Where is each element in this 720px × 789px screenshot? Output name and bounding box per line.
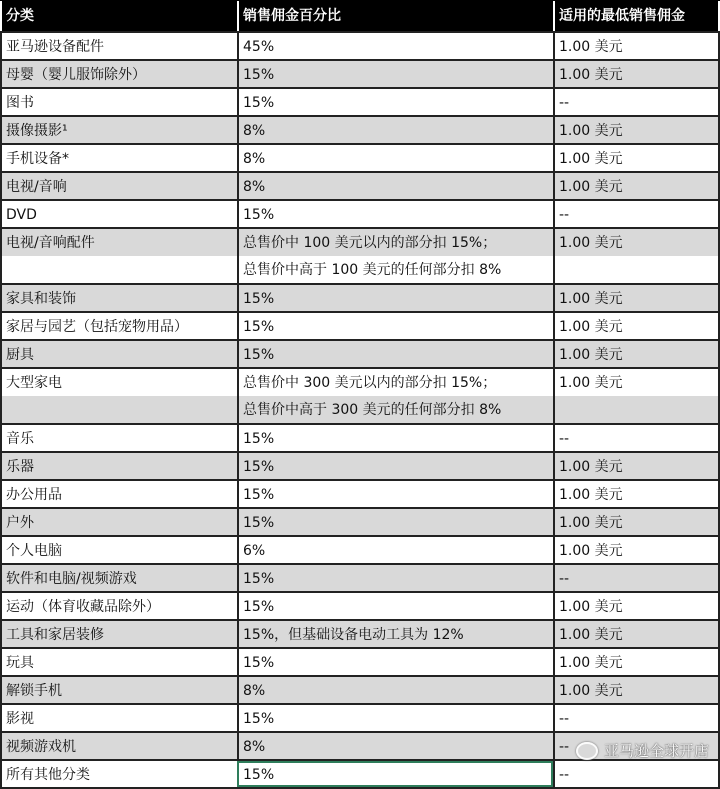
- table-row: [0, 117, 720, 145]
- rate-cell[interactable]: [237, 201, 553, 227]
- category-cell[interactable]: 手机设备*: [0, 145, 237, 171]
- category-cell[interactable]: 个人电脑: [0, 537, 237, 563]
- wechat-icon: [576, 742, 598, 760]
- rate-line: 15%: [243, 67, 275, 83]
- min-fee-cell[interactable]: 1.00 美元: [553, 33, 720, 59]
- min-fee-cell[interactable]: 1.00 美元: [553, 145, 720, 171]
- min-fee-cell[interactable]: --: [553, 201, 720, 227]
- rate-line: 15%: [243, 431, 275, 447]
- category-cell[interactable]: 摄像摄影¹: [0, 117, 237, 143]
- header-min-fee: 适用的最低销售佣金: [553, 1, 720, 31]
- min-fee-cell[interactable]: 1.00 美元: [553, 593, 720, 619]
- rate-line: 15%: [243, 291, 275, 307]
- table-body: [0, 33, 720, 789]
- rate-cell[interactable]: [237, 285, 553, 311]
- category-cell[interactable]: 办公用品: [0, 481, 237, 507]
- category-cell[interactable]: 电视/音响配件: [0, 229, 237, 283]
- rate-line: 15%: [243, 655, 275, 671]
- min-fee-cell[interactable]: 1.00 美元: [553, 677, 720, 703]
- table-row: [0, 509, 720, 537]
- category-cell[interactable]: 软件和电脑/视频游戏: [0, 565, 237, 591]
- table-row: [0, 649, 720, 677]
- min-fee-cell[interactable]: 1.00 美元: [553, 229, 720, 283]
- header-category: 分类: [0, 1, 237, 31]
- min-fee-cell[interactable]: 1.00 美元: [553, 453, 720, 479]
- category-cell[interactable]: 母婴（婴儿服饰除外）: [0, 61, 237, 87]
- table-row: [0, 341, 720, 369]
- table-row: [0, 453, 720, 481]
- min-fee-cell[interactable]: 1.00 美元: [553, 481, 720, 507]
- rate-cell[interactable]: [237, 173, 553, 199]
- rate-cell[interactable]: [237, 453, 553, 479]
- rate-line: 15%: [243, 207, 275, 223]
- rate-line: 15%: [243, 571, 275, 587]
- rate-cell[interactable]: [237, 61, 553, 87]
- rate-cell[interactable]: [237, 481, 553, 507]
- rate-line: 8%: [243, 123, 266, 139]
- rate-line: 15%: [243, 487, 275, 503]
- rate-line: 15%，但基础设备电动工具为 12%: [243, 627, 464, 643]
- category-cell[interactable]: 家具和装饰: [0, 285, 237, 311]
- rate-line: 15%: [243, 459, 275, 475]
- rate-cell[interactable]: [237, 733, 553, 759]
- table-row: [0, 285, 720, 313]
- table-row: [0, 593, 720, 621]
- category-cell[interactable]: 运动（体育收藏品除外）: [0, 593, 237, 619]
- min-fee-cell[interactable]: 1.00 美元: [553, 509, 720, 535]
- table-row: [0, 145, 720, 173]
- rate-cell[interactable]: [237, 565, 553, 591]
- min-fee-cell[interactable]: --: [553, 761, 720, 787]
- category-cell[interactable]: 大型家电: [0, 369, 237, 423]
- table-row: [0, 705, 720, 733]
- watermark: [576, 740, 709, 761]
- table-row: [0, 173, 720, 201]
- rate-line: 总售价中高于 100 美元的任何部分扣 8%: [243, 262, 502, 278]
- category-cell[interactable]: 家居与园艺（包括宠物用品）: [0, 313, 237, 339]
- table-row: [0, 61, 720, 89]
- min-fee-cell[interactable]: --: [553, 565, 720, 591]
- table-row: [0, 565, 720, 593]
- min-fee-cell[interactable]: 1.00 美元: [553, 369, 720, 423]
- table-row: [0, 369, 720, 425]
- category-cell[interactable]: 所有其他分类: [0, 761, 237, 787]
- rate-cell[interactable]: [237, 761, 553, 787]
- category-cell[interactable]: 厨具: [0, 341, 237, 367]
- table-row: [0, 229, 720, 285]
- rate-cell[interactable]: [237, 537, 553, 563]
- category-cell[interactable]: 工具和家居装修: [0, 621, 237, 647]
- rate-cell[interactable]: [237, 677, 553, 703]
- table-row: [0, 89, 720, 117]
- rate-cell[interactable]: [237, 369, 553, 423]
- min-fee-cell[interactable]: 1.00 美元: [553, 649, 720, 675]
- min-fee-cell[interactable]: 1.00 美元: [553, 341, 720, 367]
- rate-line: 15%: [243, 767, 275, 783]
- min-fee-cell[interactable]: 1.00 美元: [553, 173, 720, 199]
- table-row: [0, 537, 720, 565]
- category-cell[interactable]: 图书: [0, 89, 237, 115]
- rate-cell[interactable]: [237, 341, 553, 367]
- rate-cell[interactable]: [237, 33, 553, 59]
- rate-line: 45%: [243, 39, 275, 55]
- rate-cell[interactable]: [237, 425, 553, 451]
- rate-cell[interactable]: [237, 649, 553, 675]
- rate-cell[interactable]: [237, 705, 553, 731]
- rate-line: 6%: [243, 543, 266, 559]
- rate-line: 15%: [243, 515, 275, 531]
- rate-line: 8%: [243, 739, 266, 755]
- category-cell[interactable]: 亚马逊设备配件: [0, 33, 237, 59]
- rate-line: 15%: [243, 599, 275, 615]
- table-row: [0, 621, 720, 649]
- category-cell[interactable]: 玩具: [0, 649, 237, 675]
- category-cell[interactable]: DVD: [0, 201, 237, 227]
- min-fee-cell[interactable]: --: [553, 705, 720, 731]
- category-cell[interactable]: 音乐: [0, 425, 237, 451]
- min-fee-cell[interactable]: --: [553, 89, 720, 115]
- header-rate: 销售佣金百分比: [237, 1, 553, 31]
- category-cell[interactable]: 解锁手机: [0, 677, 237, 703]
- table-header: [0, 1, 720, 33]
- rate-line: 15%: [243, 347, 275, 363]
- table-row: [0, 761, 720, 789]
- min-fee-cell[interactable]: 1.00 美元: [553, 621, 720, 647]
- rate-cell[interactable]: [237, 145, 553, 171]
- rate-cell[interactable]: [237, 621, 553, 647]
- category-cell[interactable]: 乐器: [0, 453, 237, 479]
- min-fee-cell[interactable]: 1.00 美元: [553, 117, 720, 143]
- rate-line: 8%: [243, 179, 266, 195]
- min-fee-cell[interactable]: 1.00 美元: [553, 285, 720, 311]
- rate-line: 15%: [243, 319, 275, 335]
- rate-cell[interactable]: [237, 229, 553, 283]
- min-fee-cell[interactable]: 1.00 美元: [553, 61, 720, 87]
- rate-cell[interactable]: [237, 89, 553, 115]
- table-row: [0, 481, 720, 509]
- table-row: [0, 33, 720, 61]
- min-fee-cell[interactable]: 1.00 美元: [553, 537, 720, 563]
- rate-line: 15%: [243, 95, 275, 111]
- category-cell[interactable]: 户外: [0, 509, 237, 535]
- table-row: [0, 677, 720, 705]
- rate-line: 总售价中高于 300 美元的任何部分扣 8%: [243, 402, 502, 418]
- category-cell[interactable]: 视频游戏机: [0, 733, 237, 759]
- min-fee-cell[interactable]: --: [553, 733, 720, 759]
- table-row: [0, 313, 720, 341]
- category-cell[interactable]: 影视: [0, 705, 237, 731]
- rate-line: 总售价中 100 美元以内的部分扣 15%；: [243, 235, 497, 251]
- min-fee-cell[interactable]: 1.00 美元: [553, 313, 720, 339]
- table-row: [0, 425, 720, 453]
- min-fee-cell[interactable]: --: [553, 425, 720, 451]
- rate-cell[interactable]: [237, 313, 553, 339]
- rate-line: 15%: [243, 711, 275, 727]
- watermark-text: 亚马逊全球开店: [604, 742, 710, 760]
- rate-line: 8%: [243, 683, 266, 699]
- rate-cell[interactable]: [237, 509, 553, 535]
- rate-cell[interactable]: [237, 117, 553, 143]
- category-cell[interactable]: 电视/音响: [0, 173, 237, 199]
- table-row: [0, 201, 720, 229]
- rate-line: 8%: [243, 151, 266, 167]
- rate-line: 总售价中 300 美元以内的部分扣 15%；: [243, 375, 497, 391]
- rate-cell[interactable]: [237, 593, 553, 619]
